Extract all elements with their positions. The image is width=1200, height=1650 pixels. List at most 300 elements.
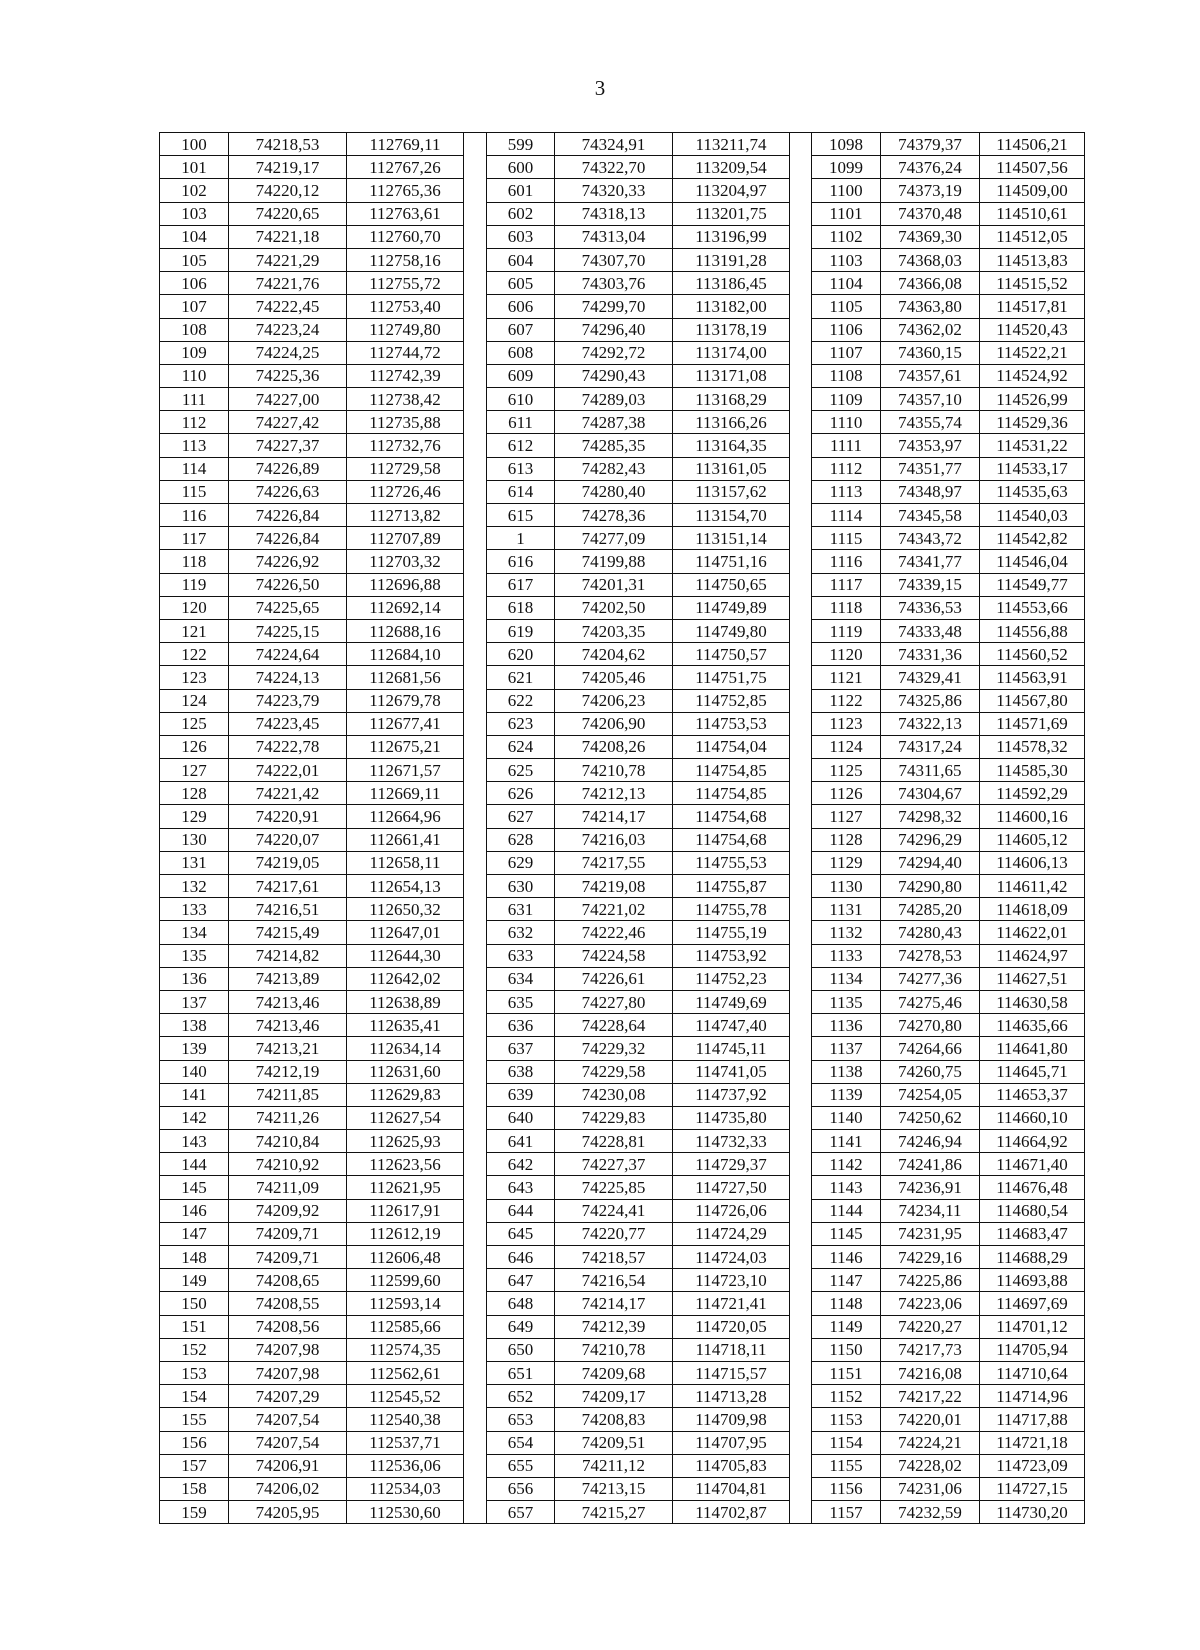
x-coordinate-cell: 74357,10 [881,388,980,411]
x-coordinate-cell: 74208,65 [229,1269,347,1292]
y-coordinate-cell: 112758,16 [347,248,464,271]
column-separator [464,504,487,527]
column-separator [790,480,812,503]
column-separator [790,990,812,1013]
x-coordinate-cell: 74211,12 [555,1454,673,1477]
y-coordinate-cell: 114752,85 [673,689,790,712]
point-number-cell: 137 [160,990,229,1013]
point-number-cell: 1128 [812,828,881,851]
x-coordinate-cell: 74209,71 [229,1222,347,1245]
point-number-cell: 644 [487,1199,555,1222]
table-row [160,1176,1085,1199]
y-coordinate-cell: 113151,14 [673,527,790,550]
x-coordinate-cell: 74333,48 [881,619,980,642]
x-coordinate-cell: 74214,82 [229,944,347,967]
point-number-cell: 131 [160,851,229,874]
table-row [160,1408,1085,1431]
y-coordinate-cell: 112629,83 [347,1083,464,1106]
y-coordinate-cell: 114567,80 [980,689,1085,712]
y-coordinate-cell: 112735,88 [347,411,464,434]
column-separator [790,364,812,387]
column-separator [790,1477,812,1500]
y-coordinate-cell: 112606,48 [347,1246,464,1269]
point-number-cell: 1122 [812,689,881,712]
x-coordinate-cell: 74206,02 [229,1477,347,1500]
y-coordinate-cell: 114755,53 [673,851,790,874]
column-separator [790,202,812,225]
y-coordinate-cell: 114524,92 [980,364,1085,387]
column-separator [790,898,812,921]
x-coordinate-cell: 74226,84 [229,527,347,550]
y-coordinate-cell: 112635,41 [347,1014,464,1037]
column-separator [790,179,812,202]
table-row [160,851,1085,874]
y-coordinate-cell: 114741,05 [673,1060,790,1083]
y-coordinate-cell: 113211,74 [673,133,790,156]
table-row [160,480,1085,503]
point-number-cell: 1146 [812,1246,881,1269]
x-coordinate-cell: 74370,48 [881,202,980,225]
point-number-cell: 610 [487,388,555,411]
x-coordinate-cell: 74201,31 [555,573,673,596]
table-row [160,712,1085,735]
column-separator [790,689,812,712]
table-row [160,295,1085,318]
x-coordinate-cell: 74216,51 [229,898,347,921]
table-row [160,1361,1085,1384]
column-separator [464,921,487,944]
x-coordinate-cell: 74210,78 [555,759,673,782]
point-number-cell: 1 [487,527,555,550]
point-number-cell: 113 [160,434,229,457]
y-coordinate-cell: 112574,35 [347,1338,464,1361]
table-row [160,504,1085,527]
y-coordinate-cell: 114624,97 [980,944,1085,967]
point-number-cell: 625 [487,759,555,782]
table-row [160,875,1085,898]
y-coordinate-cell: 113182,00 [673,295,790,318]
column-separator [464,1153,487,1176]
x-coordinate-cell: 74221,76 [229,272,347,295]
x-coordinate-cell: 74232,59 [881,1501,980,1524]
column-separator [464,1385,487,1408]
x-coordinate-cell: 74226,89 [229,457,347,480]
point-number-cell: 157 [160,1454,229,1477]
y-coordinate-cell: 113161,05 [673,457,790,480]
column-separator [464,364,487,387]
column-separator [790,944,812,967]
point-number-cell: 136 [160,967,229,990]
x-coordinate-cell: 74278,53 [881,944,980,967]
x-coordinate-cell: 74230,08 [555,1083,673,1106]
point-number-cell: 147 [160,1222,229,1245]
point-number-cell: 1154 [812,1431,881,1454]
point-number-cell: 123 [160,666,229,689]
table-row [160,689,1085,712]
x-coordinate-cell: 74287,38 [555,411,673,434]
x-coordinate-cell: 74224,58 [555,944,673,967]
table-row [160,1014,1085,1037]
x-coordinate-cell: 74369,30 [881,225,980,248]
point-number-cell: 1101 [812,202,881,225]
point-number-cell: 154 [160,1385,229,1408]
x-coordinate-cell: 74207,98 [229,1338,347,1361]
point-number-cell: 1133 [812,944,881,967]
column-separator [464,1269,487,1292]
table-row [160,1106,1085,1129]
y-coordinate-cell: 112537,71 [347,1431,464,1454]
point-number-cell: 149 [160,1269,229,1292]
y-coordinate-cell: 113171,08 [673,364,790,387]
column-separator [464,1431,487,1454]
point-number-cell: 156 [160,1431,229,1454]
x-coordinate-cell: 74224,25 [229,341,347,364]
table-row [160,596,1085,619]
point-number-cell: 1118 [812,596,881,619]
y-coordinate-cell: 114529,36 [980,411,1085,434]
y-coordinate-cell: 114754,68 [673,805,790,828]
point-number-cell: 122 [160,643,229,666]
x-coordinate-cell: 74282,43 [555,457,673,480]
x-coordinate-cell: 74313,04 [555,225,673,248]
y-coordinate-cell: 114660,10 [980,1106,1085,1129]
point-number-cell: 657 [487,1501,555,1524]
y-coordinate-cell: 114693,88 [980,1269,1085,1292]
x-coordinate-cell: 74228,02 [881,1454,980,1477]
y-coordinate-cell: 112625,93 [347,1130,464,1153]
x-coordinate-cell: 74219,08 [555,875,673,898]
table-row [160,967,1085,990]
point-number-cell: 139 [160,1037,229,1060]
x-coordinate-cell: 74317,24 [881,735,980,758]
column-separator [790,248,812,271]
x-coordinate-cell: 74216,54 [555,1269,673,1292]
y-coordinate-cell: 112669,11 [347,782,464,805]
point-number-cell: 152 [160,1338,229,1361]
point-number-cell: 633 [487,944,555,967]
column-separator [790,550,812,573]
column-separator [464,1222,487,1245]
x-coordinate-cell: 74285,35 [555,434,673,457]
table-row [160,619,1085,642]
point-number-cell: 1143 [812,1176,881,1199]
x-coordinate-cell: 74351,77 [881,457,980,480]
x-coordinate-cell: 74226,63 [229,480,347,503]
table-row [160,225,1085,248]
y-coordinate-cell: 112593,14 [347,1292,464,1315]
point-number-cell: 604 [487,248,555,271]
x-coordinate-cell: 74226,92 [229,550,347,573]
point-number-cell: 151 [160,1315,229,1338]
x-coordinate-cell: 74218,57 [555,1246,673,1269]
x-coordinate-cell: 74203,35 [555,619,673,642]
y-coordinate-cell: 114705,83 [673,1454,790,1477]
x-coordinate-cell: 74226,50 [229,573,347,596]
x-coordinate-cell: 74290,43 [555,364,673,387]
x-coordinate-cell: 74217,55 [555,851,673,874]
y-coordinate-cell: 114729,37 [673,1153,790,1176]
y-coordinate-cell: 112684,10 [347,643,464,666]
y-coordinate-cell: 112671,57 [347,759,464,782]
x-coordinate-cell: 74260,75 [881,1060,980,1083]
table-row [160,1292,1085,1315]
table-row [160,1246,1085,1269]
x-coordinate-cell: 74209,68 [555,1361,673,1384]
x-coordinate-cell: 74220,01 [881,1408,980,1431]
point-number-cell: 135 [160,944,229,967]
column-separator [790,921,812,944]
x-coordinate-cell: 74225,85 [555,1176,673,1199]
x-coordinate-cell: 74320,33 [555,179,673,202]
y-coordinate-cell: 114531,22 [980,434,1085,457]
x-coordinate-cell: 74207,54 [229,1431,347,1454]
point-number-cell: 619 [487,619,555,642]
column-separator [790,1199,812,1222]
y-coordinate-cell: 114618,09 [980,898,1085,921]
column-separator [464,295,487,318]
x-coordinate-cell: 74206,90 [555,712,673,735]
point-number-cell: 631 [487,898,555,921]
point-number-cell: 654 [487,1431,555,1454]
point-number-cell: 601 [487,179,555,202]
x-coordinate-cell: 74216,08 [881,1361,980,1384]
x-coordinate-cell: 74225,36 [229,364,347,387]
point-number-cell: 1116 [812,550,881,573]
column-separator [464,1199,487,1222]
point-number-cell: 621 [487,666,555,689]
y-coordinate-cell: 112769,11 [347,133,464,156]
point-number-cell: 153 [160,1361,229,1384]
point-number-cell: 143 [160,1130,229,1153]
x-coordinate-cell: 74322,70 [555,156,673,179]
y-coordinate-cell: 114724,03 [673,1246,790,1269]
point-number-cell: 1136 [812,1014,881,1037]
table-row [160,1338,1085,1361]
y-coordinate-cell: 114556,88 [980,619,1085,642]
column-separator [790,225,812,248]
y-coordinate-cell: 114641,80 [980,1037,1085,1060]
point-number-cell: 609 [487,364,555,387]
y-coordinate-cell: 114721,18 [980,1431,1085,1454]
point-number-cell: 1117 [812,573,881,596]
column-separator [464,735,487,758]
point-number-cell: 629 [487,851,555,874]
x-coordinate-cell: 74222,78 [229,735,347,758]
point-number-cell: 643 [487,1176,555,1199]
y-coordinate-cell: 114701,12 [980,1315,1085,1338]
x-coordinate-cell: 74209,17 [555,1385,673,1408]
y-coordinate-cell: 112749,80 [347,318,464,341]
y-coordinate-cell: 112692,14 [347,596,464,619]
point-number-cell: 121 [160,619,229,642]
x-coordinate-cell: 74228,64 [555,1014,673,1037]
column-separator [790,782,812,805]
point-number-cell: 1103 [812,248,881,271]
x-coordinate-cell: 74199,88 [555,550,673,573]
point-number-cell: 1107 [812,341,881,364]
y-coordinate-cell: 112713,82 [347,504,464,527]
x-coordinate-cell: 74210,92 [229,1153,347,1176]
y-coordinate-cell: 112661,41 [347,828,464,851]
column-separator [790,1431,812,1454]
point-number-cell: 635 [487,990,555,1013]
x-coordinate-cell: 74280,40 [555,480,673,503]
x-coordinate-cell: 74205,46 [555,666,673,689]
point-number-cell: 148 [160,1246,229,1269]
point-number-cell: 632 [487,921,555,944]
point-number-cell: 611 [487,411,555,434]
point-number-cell: 134 [160,921,229,944]
table-row [160,1222,1085,1245]
y-coordinate-cell: 114750,57 [673,643,790,666]
point-number-cell: 608 [487,341,555,364]
x-coordinate-cell: 74339,15 [881,573,980,596]
point-number-cell: 1120 [812,643,881,666]
point-number-cell: 117 [160,527,229,550]
x-coordinate-cell: 74206,91 [229,1454,347,1477]
point-number-cell: 1132 [812,921,881,944]
column-separator [464,411,487,434]
column-separator [464,179,487,202]
x-coordinate-cell: 74213,46 [229,1014,347,1037]
x-coordinate-cell: 74209,71 [229,1246,347,1269]
column-separator [790,1408,812,1431]
y-coordinate-cell: 114747,40 [673,1014,790,1037]
y-coordinate-cell: 113196,99 [673,225,790,248]
point-number-cell: 1131 [812,898,881,921]
x-coordinate-cell: 74231,95 [881,1222,980,1245]
point-number-cell: 109 [160,341,229,364]
point-number-cell: 112 [160,411,229,434]
x-coordinate-cell: 74341,77 [881,550,980,573]
column-separator [464,828,487,851]
y-coordinate-cell: 114720,05 [673,1315,790,1338]
point-number-cell: 116 [160,504,229,527]
x-coordinate-cell: 74329,41 [881,666,980,689]
x-coordinate-cell: 74280,43 [881,921,980,944]
table-row [160,388,1085,411]
y-coordinate-cell: 112644,30 [347,944,464,967]
x-coordinate-cell: 74231,06 [881,1477,980,1500]
y-coordinate-cell: 112621,95 [347,1176,464,1199]
x-coordinate-cell: 74225,65 [229,596,347,619]
x-coordinate-cell: 74277,36 [881,967,980,990]
y-coordinate-cell: 114732,33 [673,1130,790,1153]
y-coordinate-cell: 112642,02 [347,967,464,990]
x-coordinate-cell: 74223,45 [229,712,347,735]
x-coordinate-cell: 74207,98 [229,1361,347,1384]
column-separator [464,133,487,156]
column-separator [790,619,812,642]
x-coordinate-cell: 74222,46 [555,921,673,944]
y-coordinate-cell: 114600,16 [980,805,1085,828]
y-coordinate-cell: 114727,15 [980,1477,1085,1500]
column-separator [790,133,812,156]
column-separator [790,805,812,828]
point-number-cell: 1126 [812,782,881,805]
y-coordinate-cell: 114755,87 [673,875,790,898]
column-separator [790,1338,812,1361]
point-number-cell: 603 [487,225,555,248]
x-coordinate-cell: 74355,74 [881,411,980,434]
y-coordinate-cell: 114702,87 [673,1501,790,1524]
point-number-cell: 1151 [812,1361,881,1384]
point-number-cell: 110 [160,364,229,387]
column-separator [464,596,487,619]
x-coordinate-cell: 74226,61 [555,967,673,990]
table-row [160,1477,1085,1500]
point-number-cell: 155 [160,1408,229,1431]
column-separator [464,573,487,596]
point-number-cell: 1124 [812,735,881,758]
y-coordinate-cell: 114611,42 [980,875,1085,898]
x-coordinate-cell: 74236,91 [881,1176,980,1199]
x-coordinate-cell: 74277,09 [555,527,673,550]
point-number-cell: 101 [160,156,229,179]
y-coordinate-cell: 112763,61 [347,202,464,225]
point-number-cell: 656 [487,1477,555,1500]
column-separator [464,898,487,921]
y-coordinate-cell: 112612,19 [347,1222,464,1245]
x-coordinate-cell: 74214,17 [555,1292,673,1315]
table-row [160,643,1085,666]
y-coordinate-cell: 114592,29 [980,782,1085,805]
point-number-cell: 115 [160,480,229,503]
point-number-cell: 652 [487,1385,555,1408]
y-coordinate-cell: 114707,95 [673,1431,790,1454]
point-number-cell: 1105 [812,295,881,318]
y-coordinate-cell: 114754,85 [673,759,790,782]
x-coordinate-cell: 74307,70 [555,248,673,271]
column-separator [790,388,812,411]
y-coordinate-cell: 112599,60 [347,1269,464,1292]
y-coordinate-cell: 112744,72 [347,341,464,364]
y-coordinate-cell: 114715,57 [673,1361,790,1384]
point-number-cell: 1145 [812,1222,881,1245]
column-separator [790,1385,812,1408]
column-separator [464,944,487,967]
y-coordinate-cell: 112634,14 [347,1037,464,1060]
y-coordinate-cell: 114752,23 [673,967,790,990]
y-coordinate-cell: 114745,11 [673,1037,790,1060]
y-coordinate-cell: 114688,29 [980,1246,1085,1269]
column-separator [790,457,812,480]
point-number-cell: 120 [160,596,229,619]
x-coordinate-cell: 74298,32 [881,805,980,828]
x-coordinate-cell: 74294,40 [881,851,980,874]
point-number-cell: 102 [160,179,229,202]
column-separator [790,1014,812,1037]
y-coordinate-cell: 114512,05 [980,225,1085,248]
y-coordinate-cell: 113154,70 [673,504,790,527]
y-coordinate-cell: 114683,47 [980,1222,1085,1245]
y-coordinate-cell: 114727,50 [673,1176,790,1199]
x-coordinate-cell: 74220,27 [881,1315,980,1338]
x-coordinate-cell: 74215,27 [555,1501,673,1524]
x-coordinate-cell: 74220,77 [555,1222,673,1245]
x-coordinate-cell: 74227,42 [229,411,347,434]
x-coordinate-cell: 74296,40 [555,318,673,341]
x-coordinate-cell: 74289,03 [555,388,673,411]
table-row [160,666,1085,689]
table-row [160,1454,1085,1477]
point-number-cell: 1147 [812,1269,881,1292]
column-separator [790,1361,812,1384]
column-separator [790,1153,812,1176]
point-number-cell: 624 [487,735,555,758]
y-coordinate-cell: 114714,96 [980,1385,1085,1408]
x-coordinate-cell: 74368,03 [881,248,980,271]
